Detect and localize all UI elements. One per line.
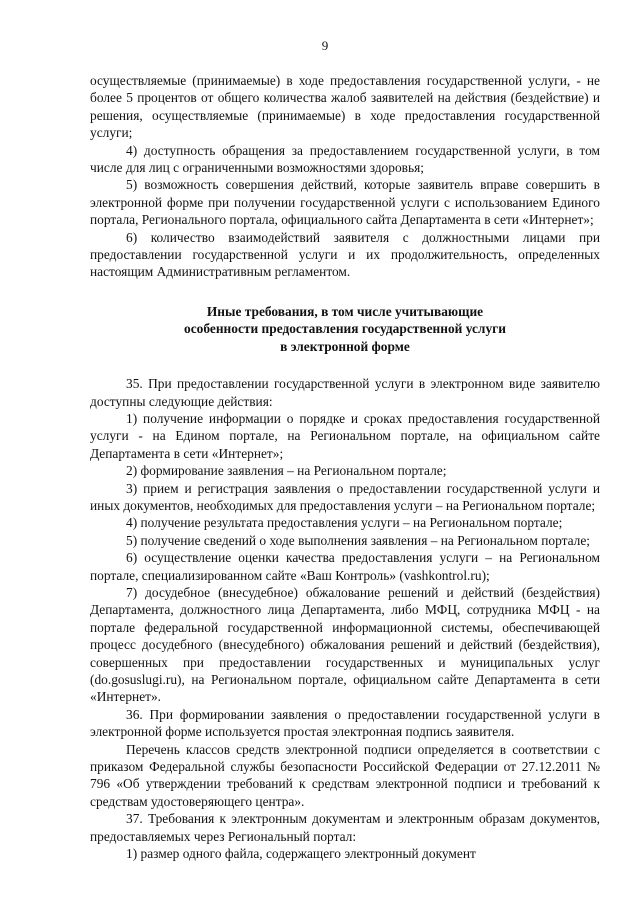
paragraph-35-item-4: 4) получение результата предоставления услуги – на Региональном портале; xyxy=(126,515,563,531)
paragraph-item-4-accessibility: 4) доступность обращения за предоставлением государственной услуги, в том числе для лиц с ограниченными возможностями здоровья; xyxy=(90,142,600,176)
paragraph-35-item-5: 5) получение сведений о ходе выполнения заявления – на Региональном портале; xyxy=(126,532,591,548)
paragraph-36: 36. При формировании заявления о предоставлении государственной услуги в электронной форме используется простая электронная подпись заявителя. xyxy=(90,706,600,740)
paragraph-37-intro: 37. Требования к электронным документам и электронным образам документов, предоставляемых через Региональный портал: xyxy=(90,811,600,844)
paragraph-35-item-1: 1) получение информации о порядке и сроках предоставления государственной услуги - на Едином портале, на Региональном портале, на официальном сайте Департамента в сети «Интернет»; xyxy=(90,410,600,461)
section-heading-line-2: особенности предоставления государственной услуги xyxy=(184,321,506,337)
section-heading-line-1: Иные требования, в том числе учитывающие xyxy=(206,303,484,319)
paragraph-35-intro: 35. При предоставлении государственной услуги в электронном виде заявителю доступны следующие действия: xyxy=(90,376,600,409)
paragraph-35-item-7: 7) досудебное (внесудебное) обжалование решений и действий (бездействия) Департамента, должностного лица Департамента, либо МФЦ, сотрудника МФЦ - на портале федеральной государственной информационной системы, обеспечивающей процесс досудебного (внесудебного) обжалования решений и действий (бездействия), совершенных при предоставлении государственных и муниципальных услуг (do.gosuslugi.ru), на Региональном портале, официальном сайте Департамента в сети «Интернет». xyxy=(90,584,600,705)
paragraph-signature-classes: Перечень классов средств электронной подписи определяется в соответствии с приказом Федеральной службы безопасности Российской Федерации от 27.12.2011 № 796 «Об утверждении требований к средствам электронной подписи и требований к средствам удостоверяющего центра». xyxy=(90,741,600,809)
section-heading xyxy=(90,303,600,355)
paragraph-35-item-6: 6) осуществление оценки качества предоставления услуги – на Региональном портале, специализированном сайте «Ваш Контроль» (vashkontrol.ru); xyxy=(90,550,600,583)
page-number: 9 xyxy=(321,38,329,53)
paragraph-35-item-3: 3) прием и регистрация заявления о предоставлении государственной услуги и иных документов, необходимых для предоставления услуги – на Региональном портале; xyxy=(90,480,600,513)
section-heading-line-3: в электронной форме xyxy=(280,338,410,354)
paragraph-37-item-1: 1) размер одного файла, содержащего электронный документ xyxy=(126,846,476,862)
paragraph-item-5-electronic-actions: 5) возможность совершения действий, которые заявитель вправе совершить в электронной форме при получении государственной услуги с использованием Единого портала, Регионального портала, официального сайта Департамента в сети «Интернет»; xyxy=(90,177,600,228)
paragraph-35-item-2: 2) формирование заявления – на Региональном портале; xyxy=(126,463,447,479)
paragraph-item-6-interactions: 6) количество взаимодействий заявителя с должностными лицами при предоставлении государственной услуги и их продолжительность, определенных настоящим Административным регламентом. xyxy=(90,229,600,280)
paragraph-continuation: осуществляемые (принимаемые) в ходе предоставления государственной услуги, - не более 5 процентов от общего количества жалоб заявителей на действия (бездействие) и решения, осуществляемые (принимаемые) в ходе предоставления государственной услуги; xyxy=(90,73,600,141)
